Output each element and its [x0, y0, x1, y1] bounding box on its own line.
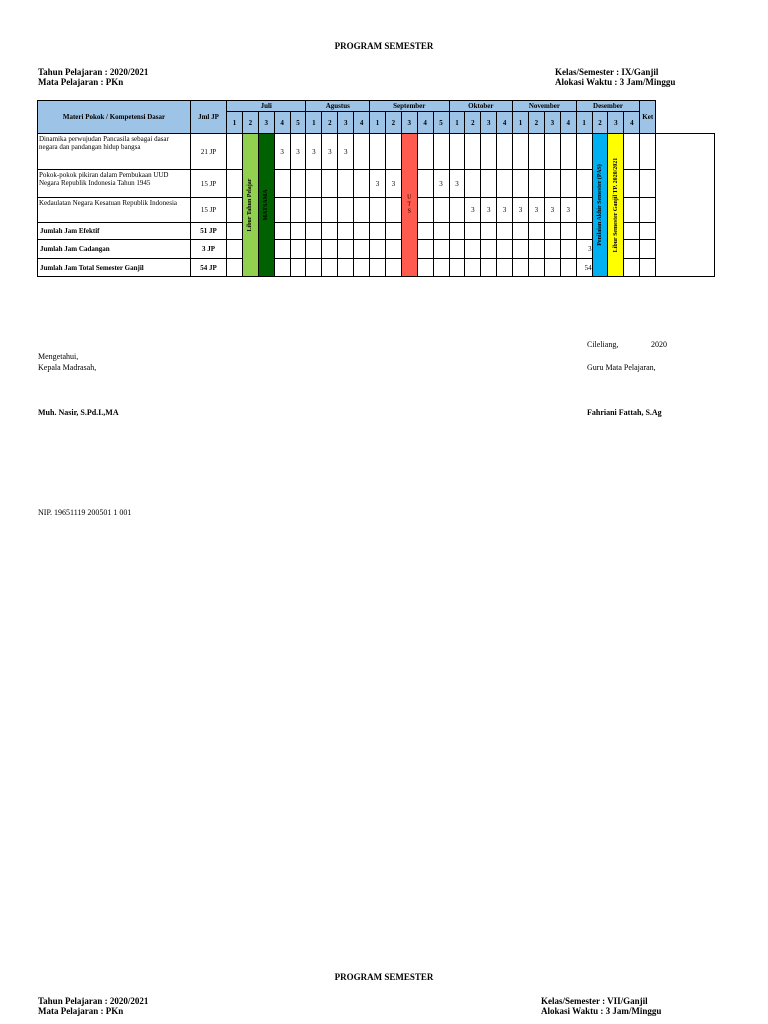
week-cell: 3 — [481, 198, 497, 223]
week-cell — [338, 259, 354, 277]
week-cell — [481, 240, 497, 259]
info-left — [38, 67, 148, 87]
week-cell — [274, 170, 290, 198]
week-cell — [417, 259, 433, 277]
week-cell — [624, 223, 640, 240]
band-label: Penilaian Akhir Semester (PAS) — [597, 164, 604, 246]
week-cell — [338, 223, 354, 240]
week-cell — [290, 223, 306, 240]
week-cell — [354, 223, 370, 240]
week-cell: 3 — [290, 134, 306, 170]
jml-jp-cell: 21 JP — [191, 134, 227, 170]
header-materi: Materi Pokok / Kompetensi Dasar — [38, 101, 191, 134]
week-cell — [624, 259, 640, 277]
week-cell: 3 — [306, 134, 322, 170]
week-cell — [354, 170, 370, 198]
week-cell — [465, 240, 481, 259]
week-cell — [433, 223, 449, 240]
week-cell — [528, 259, 544, 277]
week-cell — [513, 240, 529, 259]
week-cell: 3 — [449, 170, 465, 198]
week-cell — [385, 223, 401, 240]
week-cell: 3 — [433, 170, 449, 198]
week-header-cell: 3 — [481, 112, 497, 134]
week-cell — [385, 198, 401, 223]
band-label: Libur Semester Ganjil TP. 2020/2021 — [612, 157, 619, 253]
alokasi-waktu: Alokasi Waktu : 3 Jam/Minggu — [555, 77, 676, 87]
week-cell — [338, 170, 354, 198]
week-cell — [417, 170, 433, 198]
week-cell — [370, 134, 386, 170]
week-cell — [370, 259, 386, 277]
week-header-cell: 3 — [258, 112, 274, 134]
sign-year: 2020 — [651, 340, 667, 349]
week-cell — [449, 134, 465, 170]
week-cell — [227, 240, 243, 259]
week-cell — [560, 223, 576, 240]
week-cell: 3 — [465, 198, 481, 223]
week-header-cell: 4 — [497, 112, 513, 134]
week-cell — [497, 170, 513, 198]
week-header-cell: 2 — [385, 112, 401, 134]
week-cell — [528, 134, 544, 170]
week-header-cell: 5 — [290, 112, 306, 134]
week-cell: 3 — [370, 170, 386, 198]
week-cell — [513, 259, 529, 277]
materi-cell: Kedaulatan Negara Kesatuan Republik Indonesia — [38, 198, 191, 223]
week-cell — [497, 259, 513, 277]
week-cell — [274, 259, 290, 277]
month-september: September — [370, 101, 449, 112]
week-cell — [354, 198, 370, 223]
week-cell — [227, 170, 243, 198]
week-cell — [576, 198, 592, 223]
kelas-semester: Kelas/Semester : IX/Ganjil — [555, 67, 659, 77]
week-cell — [449, 223, 465, 240]
month-agustus: Agustus — [306, 101, 370, 112]
program-semester-table — [37, 100, 715, 277]
week-cell — [640, 134, 656, 170]
week-cell — [354, 240, 370, 259]
week-cell: 3 — [560, 198, 576, 223]
week-header-cell: 2 — [528, 112, 544, 134]
page-title: PROGRAM SEMESTER — [334, 41, 434, 51]
kepala-name: Muh. Nasir, S.Pd.I.,MA — [38, 408, 119, 417]
week-cell — [576, 134, 592, 170]
nip: NIP. 19651119 200501 1 001 — [38, 508, 132, 517]
week-cell — [417, 223, 433, 240]
week-header-cell: 5 — [433, 112, 449, 134]
summary-label: Jumlah Jam Efektif — [38, 223, 191, 240]
week-cell — [306, 240, 322, 259]
week-cell — [370, 198, 386, 223]
month-juli: Juli — [227, 101, 306, 112]
week-cell — [433, 134, 449, 170]
page2-info-right — [541, 996, 661, 1016]
week-cell — [417, 198, 433, 223]
week-cell — [354, 259, 370, 277]
week-cell — [513, 134, 529, 170]
week-cell — [449, 259, 465, 277]
ket-cell — [656, 134, 715, 277]
month-header-row — [38, 101, 715, 112]
week-cell — [576, 170, 592, 198]
week-cell — [497, 134, 513, 170]
page2-tahun: Tahun Pelajaran : 2020/2021 — [38, 996, 149, 1006]
week-cell — [385, 134, 401, 170]
header-ket: Ket — [640, 101, 656, 134]
week-cell — [640, 240, 656, 259]
week-cell — [322, 259, 338, 277]
week-cell — [322, 170, 338, 198]
week-header-cell: 4 — [274, 112, 290, 134]
band-pas — [592, 134, 608, 277]
week-cell — [338, 198, 354, 223]
week-cell — [322, 240, 338, 259]
sign-place: Cileliang, — [587, 340, 619, 349]
page2-info-left — [38, 996, 148, 1016]
week-cell — [370, 223, 386, 240]
week-cell — [624, 170, 640, 198]
week-cell — [544, 223, 560, 240]
week-header-cell: 4 — [354, 112, 370, 134]
jml-jp-cell: 3 JP — [191, 240, 227, 259]
week-cell — [227, 198, 243, 223]
info-right — [555, 67, 675, 87]
week-cell — [560, 134, 576, 170]
week-cell — [640, 223, 656, 240]
band-uts — [401, 134, 417, 277]
week-cell — [640, 259, 656, 277]
week-header-cell: 2 — [242, 112, 258, 134]
band-libur-smt — [608, 134, 624, 277]
week-cell — [290, 170, 306, 198]
week-cell — [560, 259, 576, 277]
materi-row — [38, 134, 715, 170]
jml-jp-cell: 15 JP — [191, 170, 227, 198]
kepala-madrasah-label: Kepala Madrasah, — [38, 363, 97, 372]
header-jml-jp: Jml JP — [191, 101, 227, 134]
week-header-cell: 4 — [624, 112, 640, 134]
week-cell — [274, 223, 290, 240]
week-header-cell: 2 — [592, 112, 608, 134]
page2-kelas: Kelas/Semester : VII/Ganjil — [541, 996, 648, 1006]
week-cell: 3 — [544, 198, 560, 223]
band-matsama — [258, 134, 274, 277]
band-label: Libur Tahun Pelajar — [247, 178, 254, 232]
week-cell — [274, 240, 290, 259]
week-cell — [481, 134, 497, 170]
week-cell — [513, 223, 529, 240]
week-header-cell: 2 — [465, 112, 481, 134]
week-cell — [290, 259, 306, 277]
jml-jp-cell: 54 JP — [191, 259, 227, 277]
week-cell — [544, 259, 560, 277]
week-cell — [513, 170, 529, 198]
week-cell — [465, 134, 481, 170]
week-cell — [560, 240, 576, 259]
week-cell — [274, 198, 290, 223]
week-cell — [560, 170, 576, 198]
month-november: November — [513, 101, 577, 112]
guru-label: Guru Mata Pelajaran, — [587, 363, 656, 372]
week-cell — [449, 198, 465, 223]
week-cell — [624, 198, 640, 223]
week-cell — [385, 240, 401, 259]
week-cell: 3 — [338, 134, 354, 170]
week-header-cell: 3 — [608, 112, 624, 134]
summary-label: Jumlah Jam Total Semester Ganjil — [38, 259, 191, 277]
week-cell — [306, 259, 322, 277]
week-header-cell: 1 — [370, 112, 386, 134]
week-cell — [385, 259, 401, 277]
week-cell — [624, 240, 640, 259]
week-cell — [290, 198, 306, 223]
week-cell — [433, 259, 449, 277]
week-cell — [481, 223, 497, 240]
week-cell — [417, 240, 433, 259]
tahun-pelajaran: Tahun Pelajaran : 2020/2021 — [38, 67, 149, 77]
week-cell — [624, 134, 640, 170]
week-cell — [354, 134, 370, 170]
week-cell — [544, 170, 560, 198]
week-cell — [544, 240, 560, 259]
week-cell — [433, 198, 449, 223]
week-cell — [528, 170, 544, 198]
week-cell — [481, 170, 497, 198]
week-header-cell: 3 — [401, 112, 417, 134]
week-cell — [640, 170, 656, 198]
week-cell — [227, 223, 243, 240]
week-cell — [528, 240, 544, 259]
materi-cell: Dinamika perwujudan Pancasila sebagai dasar negara dan pandangan hidup bangsa — [38, 134, 191, 170]
week-header-cell: 1 — [227, 112, 243, 134]
week-cell — [576, 223, 592, 240]
band-label: U T S — [407, 194, 412, 215]
week-header-cell: 2 — [322, 112, 338, 134]
week-cell: 3 — [385, 170, 401, 198]
week-cell — [370, 240, 386, 259]
week-cell — [322, 223, 338, 240]
week-cell: 3 — [576, 240, 592, 259]
week-cell — [306, 198, 322, 223]
week-cell — [465, 259, 481, 277]
week-header-cell: 3 — [338, 112, 354, 134]
week-cell — [449, 240, 465, 259]
jml-jp-cell: 51 JP — [191, 223, 227, 240]
week-cell: 3 — [274, 134, 290, 170]
mata-pelajaran: Mata Pelajaran : PKn — [38, 77, 124, 87]
week-cell — [528, 223, 544, 240]
page2-title: PROGRAM SEMESTER — [334, 972, 434, 982]
week-cell: 3 — [497, 198, 513, 223]
week-cell: 3 — [528, 198, 544, 223]
week-cell — [640, 198, 656, 223]
week-cell — [497, 223, 513, 240]
week-cell — [322, 198, 338, 223]
week-cell — [465, 223, 481, 240]
week-cell: 3 — [513, 198, 529, 223]
week-cell — [433, 240, 449, 259]
week-cell — [306, 170, 322, 198]
week-header-cell: 4 — [560, 112, 576, 134]
week-cell — [227, 259, 243, 277]
week-header-cell: 1 — [449, 112, 465, 134]
week-header-cell: 1 — [576, 112, 592, 134]
week-cell — [338, 240, 354, 259]
week-cell — [481, 259, 497, 277]
summary-label: Jumlah Jam Cadangan — [38, 240, 191, 259]
band-label: MATSAMA — [263, 189, 270, 221]
week-cell: 3 — [322, 134, 338, 170]
week-header-cell: 4 — [417, 112, 433, 134]
week-cell — [465, 170, 481, 198]
mengetahui-label: Mengetahui, — [38, 352, 79, 361]
week-cell — [306, 223, 322, 240]
month-desember: Desember — [576, 101, 640, 112]
week-cell — [227, 134, 243, 170]
week-header-cell: 1 — [306, 112, 322, 134]
page2-alokasi: Alokasi Waktu : 3 Jam/Minggu — [541, 1006, 662, 1016]
guru-name: Fahriani Fattah, S.Ag — [587, 408, 662, 417]
band-libur — [242, 134, 258, 277]
page2-mapel: Mata Pelajaran : PKn — [38, 1006, 124, 1016]
week-cell: 54 — [576, 259, 592, 277]
week-header-cell: 1 — [513, 112, 529, 134]
week-cell — [290, 240, 306, 259]
week-cell — [417, 134, 433, 170]
jml-jp-cell: 15 JP — [191, 198, 227, 223]
materi-cell: Pokok-pokok pikiran dalam Pembukaan UUD Negara Republik Indonesia Tahun 1945 — [38, 170, 191, 198]
week-header-cell: 3 — [544, 112, 560, 134]
month-oktober: Oktober — [449, 101, 513, 112]
week-cell — [544, 134, 560, 170]
week-cell — [497, 240, 513, 259]
